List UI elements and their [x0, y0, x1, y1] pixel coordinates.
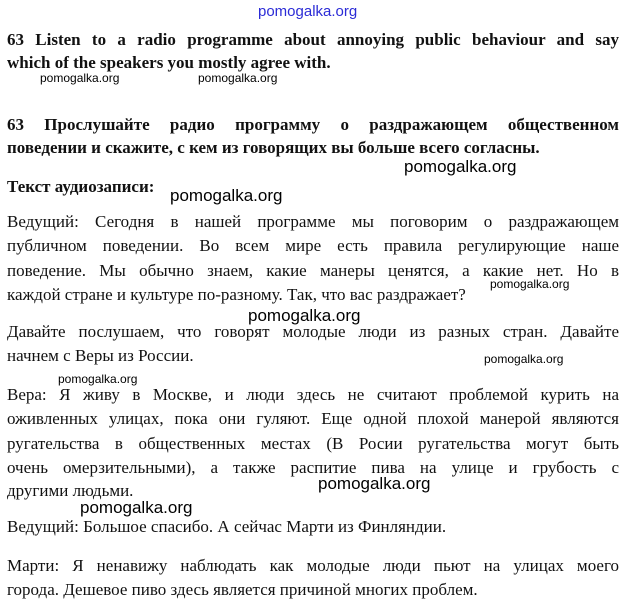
p5-line-1: Марти: Я ненавижу наблюдать как молодые люди пьют на улицах моего	[7, 556, 619, 575]
watermark: pomogalka.org	[404, 157, 517, 176]
p3-line-5: другими людьми.	[7, 481, 134, 500]
p2-line-2: начнем с Веры из России.	[7, 346, 194, 365]
p3-line-1: Вера: Я живу в Москве, и люди здесь не считают проблемой курить на	[7, 385, 619, 404]
p3-line-4: очень омерзительными), а также распитие пива на улице и грубость с	[7, 458, 619, 477]
watermark: pomogalka.org	[80, 498, 193, 517]
p3-line-3: ругательства в общественных местах (В Росии ругательства могут быть	[7, 434, 619, 453]
watermark: pomogalka.org	[490, 277, 570, 291]
p1-line-2: публичном поведении. Во всем мире есть правила регулирующие наше	[7, 236, 619, 255]
watermark: pomogalka.org	[58, 372, 138, 386]
p2-line-1: Давайте послушаем, что говорят молодые люди из разных стран. Давайте	[7, 322, 619, 341]
p5-line-2: города. Дешевое пиво здесь является причиной многих проблем.	[7, 580, 478, 599]
p3-line-2: оживленных улицах, пока они гуляют. Еще одной плохой манерой являются	[7, 409, 619, 428]
task-en-line-1: 63 Listen to a radio programme about annoying public behaviour and say	[7, 30, 619, 49]
watermark: pomogalka.org	[248, 306, 361, 325]
task-ru-line-1: 63 Прослушайте радио программу о раздражающем общественном	[7, 115, 619, 134]
p1-line-1: Ведущий: Сегодня в нашей программе мы поговорим о раздражающем	[7, 212, 619, 231]
watermark: pomogalka.org	[198, 71, 278, 85]
watermark: pomogalka.org	[318, 474, 431, 493]
watermark-top: pomogalka.org	[258, 3, 358, 20]
p1-line-4: каждой стране и культуре по-разному. Так, что вас раздражает?	[7, 285, 466, 304]
p4-line-1: Ведущий: Большое спасибо. А сейчас Марти из Финляндии.	[7, 517, 447, 536]
watermark: pomogalka.org	[484, 352, 564, 366]
p1-line-3: поведение. Мы обычно знаем, какие манеры ценятся, а какие нет. Но в	[7, 261, 619, 280]
watermark: pomogalka.org	[40, 71, 120, 85]
transcript-heading: Текст аудиозаписи:	[7, 177, 155, 196]
task-en-line-2: which of the speakers you mostly agree with.	[7, 53, 331, 72]
task-ru-line-2: поведении и скажите, с кем из говорящих вы больше всего согласны.	[7, 138, 540, 157]
watermark: pomogalka.org	[170, 186, 283, 205]
